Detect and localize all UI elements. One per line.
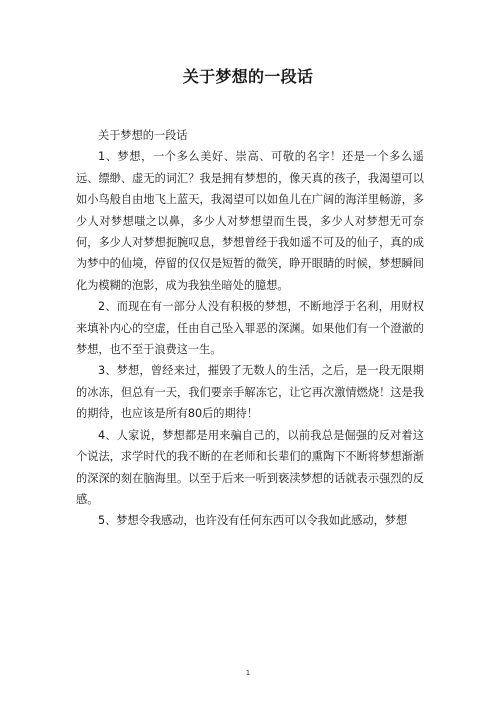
page-number: 1 (245, 669, 251, 677)
paragraph-4: 4、人家说，梦想都是用来骗自己的，以前我总是倔强的反对着这个说法，求学时代的我不断的在老师和长辈们的熏陶下不断将梦想渐渐的深深的刻在脑海里。以至于后来一听到亵渎梦想的话就表示强烈的反感。 (76, 428, 424, 506)
paragraph-2: 2、而现在有一部分人没有积极的梦想，不断地浮于名利，用财权来填补内心的空虚，任由自己坠入罪恶的深渊。如果他们有一个澄澈的梦想，也不至于浪费这一生。 (76, 300, 424, 357)
paragraph-subtitle: 关于梦想的一段话 (98, 129, 188, 142)
document-title: 关于梦想的一段话 (182, 67, 314, 86)
paragraph-3: 3、梦想，曾经来过，摧毁了无数人的生活，之后，是一段无限期的冰冻，但总有一天，我们要亲手解冻它，让它再次激情燃烧！这是我的期待，也应该是所有80后的期待！ (76, 364, 424, 421)
document-body (76, 125, 424, 532)
paragraph-5: 5、梦想令我感动，也许没有任何东西可以令我如此感动，梦想 (98, 514, 408, 528)
paragraph-1: 1、梦想，一个多么美好、崇高、可敬的名字！还是一个多么遥远、缥缈、虚无的词汇？我是拥有梦想的，像天真的孩子，我渴望可以如小鸟般自由地飞上蓝天，我渴望可以如鱼儿在广阔的海洋里畅游，多少人对梦想嗤之以鼻，多少人对梦想望而生畏，多少人对梦想无可奈何，多少人对梦想扼腕叹息，梦想曾经于我如遥不可及的仙子，真的成为梦中的仙境，停留的仅仅是短暂的微笑，睁开眼睛的时候，梦想瞬间化为模糊的泡影，成为我独坐暗处的臆想。 (76, 150, 424, 292)
